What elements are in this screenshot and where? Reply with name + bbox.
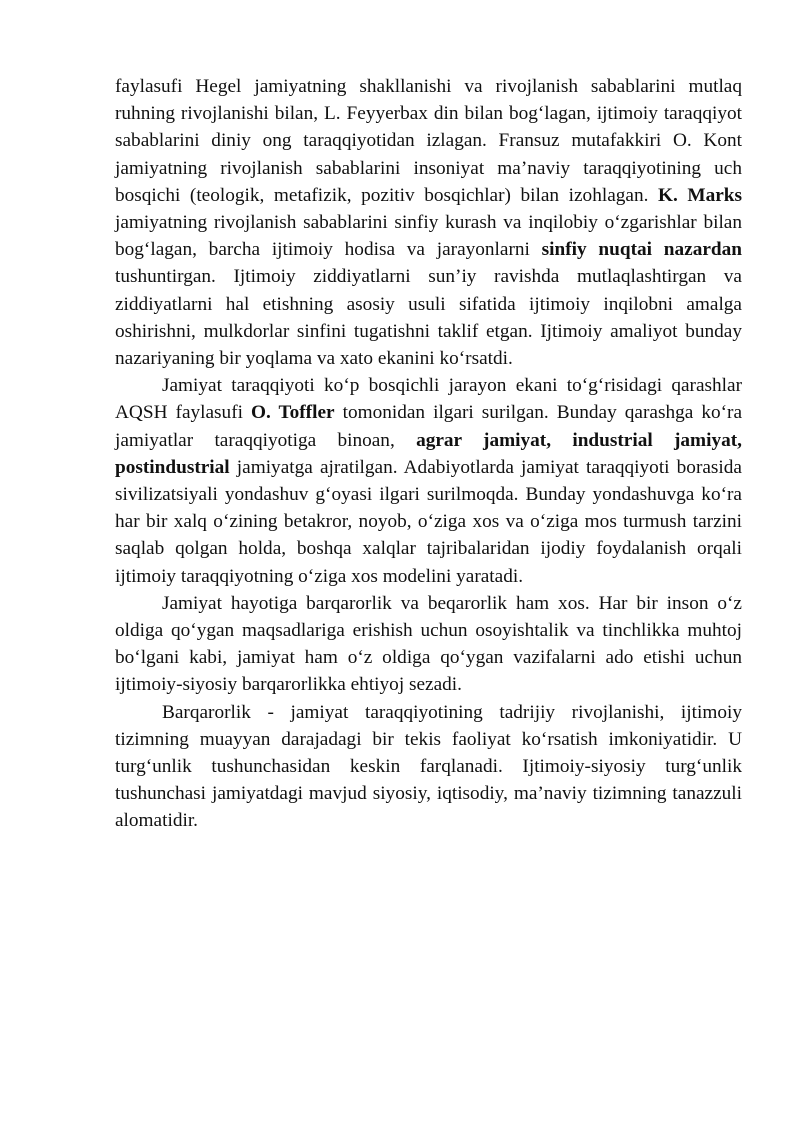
paragraph-2-text: tomonidan ilgari surilgan. Bunday qarashga ko‘ra jamiyatlar taraqqiyotiga binoan,	[115, 402, 742, 451]
author-name-toffler: O. Toffler	[251, 402, 335, 424]
author-name-marks: K. Marks	[657, 184, 742, 206]
document-page	[115, 73, 742, 835]
paragraph-1-text: faylasufi Hegel jamiyatning shakllanishi va rivojlanish sabablarini mutlaq ruhning rivojlanishi bilan, L. Feyyerbax din bilan bog‘lagan, ijtimoiy taraqqiyot sabablarini diniy ong taraqqiyotidan izlagan. Fransuz mutafakkiri O. Kont jamiyatning rivojlanish sabablarini insoniyat ma’naviy taraqqiyotining uch bosqichi (teologik, metafizik, pozitiv bosqichlar) bilan izohlagan.	[115, 76, 742, 206]
term-society-types: agrar jamiyat, industrial jamiyat, postindustrial	[115, 429, 742, 478]
paragraph-3-text: Jamiyat hayotiga barqarorlik va beqarorlik ham xos. Har bir inson o‘z oldiga qo‘ygan maqsadlariga erishish uchun osoyishtalik va tinchlikka muhtoj bo‘lgani kabi, jamiyat ham o‘z oldiga qo‘ygan vazifalarni ado etishi uchun ijtimoiy-siyosiy barqarorlikka ehtiyoj sezadi.	[115, 592, 742, 696]
paragraph-1-text: jamiyatning rivojlanish sabablarini sinfiy kurash va inqilobiy o‘zgarishlar bilan bog‘lagan, barcha ijtimoiy hodisa va jarayonlarni	[115, 212, 742, 261]
paragraph-2-text: Jamiyat taraqqiyoti ko‘p bosqichli jarayon ekani to‘g‘risidagi qarashlar AQSH faylasufi	[115, 375, 742, 424]
paragraph-3	[115, 590, 742, 699]
term-class-viewpoint: sinfiy nuqtai nazardan	[541, 239, 742, 261]
paragraph-1	[115, 73, 742, 372]
paragraph-2	[115, 372, 742, 590]
paragraph-4-text: Barqarorlik - jamiyat taraqqiyotining tadrijiy rivojlanishi, ijtimoiy tizimning muayyan darajadagi bir tekis faoliyat ko‘rsatish imkoniyatidir. U turg‘unlik tushunchasidan keskin farqlanadi. Ijtimoiy-siyosiy turg‘unlik tushunchasi jamiyatdagi mavjud siyosiy, iqtisodiy, ma’naviy tizimning tanazzuli alomatidir.	[115, 701, 742, 832]
paragraph-1-text: tushuntirgan. Ijtimoiy ziddiyatlarni sun’iy ravishda mutlaqlashtirgan va ziddiyatlarni hal etishning asosiy usuli sifatida ijtimoiy inqilobni amalga oshirishni, mulkdorlar sinfini tugatishni taklif etgan. Ijtimoiy amaliyot bunday nazariyaning bir yoqlama va xato ekanini ko‘rsatdi.	[115, 266, 742, 370]
paragraph-4	[115, 699, 742, 835]
paragraph-2-text: jamiyatga ajratilgan. Adabiyotlarda jamiyat taraqqiyoti borasida sivilizatsiyali yondashuv g‘oyasi ilgari surilmoqda. Bunday yondashuvga ko‘ra har bir xalq o‘zining betakror, noyob, o‘ziga xos va o‘ziga mos turmush tarzini saqlab qolgan holda, boshqa xalqlar tajribalaridan ijodiy foydalanish orqali ijtimoiy taraqqiyotning o‘ziga xos modelini yaratadi.	[115, 456, 742, 587]
